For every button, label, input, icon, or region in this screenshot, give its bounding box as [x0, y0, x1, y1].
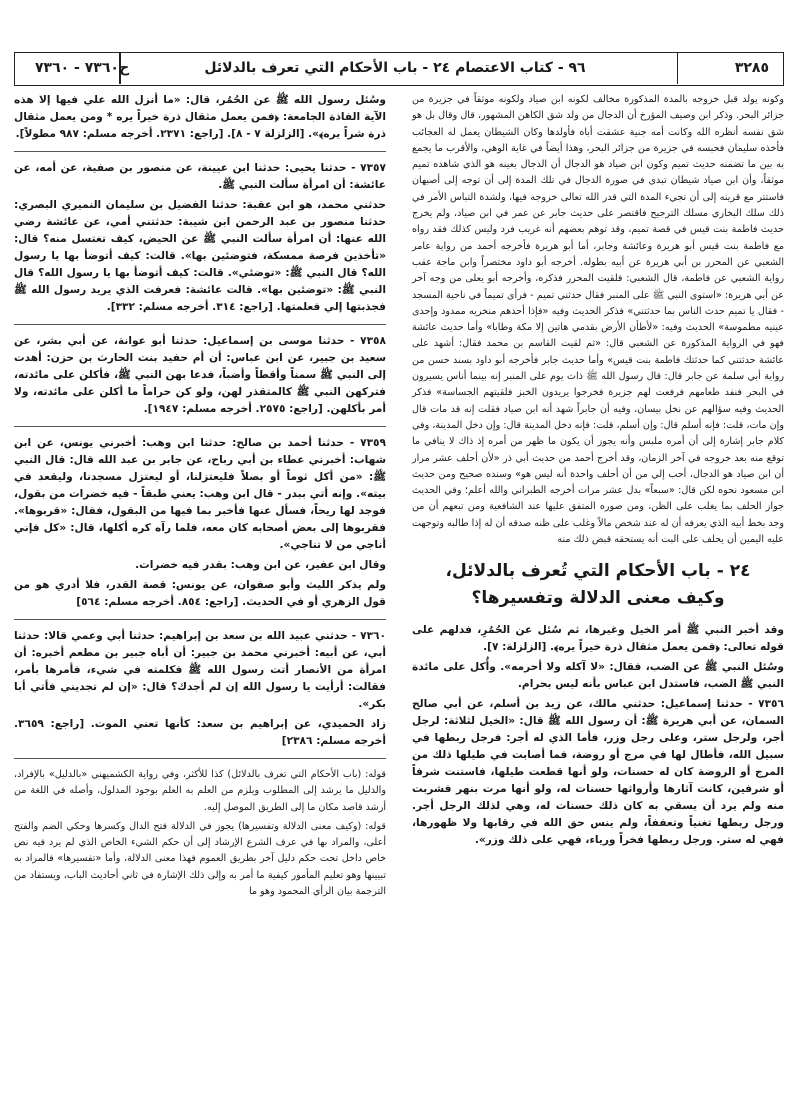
commentary-paragraph: قوله: (باب الأحكام التي تعرف بالدلائل) كذا للأكثر، وفي رواية الكشميهني «بالدليل» بالإفراد، والدليل ما يرشد إلى المطلوب ويلزم من العلم به العلم بوجود المدلول، وأصله في اللغة من أرشد قاصد مكان ما إلى الطريق الموصل إليه. — [14, 769, 386, 813]
hadith-7356: ٧٣٥٦ - حدثنا إسماعيل: حدثني مالك، عن زيد بن أسلم، عن أبي صالح السمان، عن أبي هريرة ﷺ: أن رسول الله ﷺ قال: «الخيل لثلاثة: لرجل أجر، ولرجل ستر، وعلى رجل وزر، فأما الذي له أجر: فرجل ربطها في سبيل الله، فأطال لها في مرج أو روضة، فما أصابت في طيلها ذلك من المرج أو الروضة كان له حسنات، ولو أنها قطعت طيلها، فاستنت شرفاً أو شرفين، كانت آثارها وأرواثها حسنات له، ولو أنها مرت بنهر فشربت منه ولم يرد أن يسقي به كان ذلك حسنات له، وهي لذلك الرجل أجر. ورجل ربطها تغنياً وتعففاً، ولم ينس حق الله في رقابها ولا ظهورها، فهي له ستر. ورجل ربطها فخراً ورياء، فهي على ذلك وزر». — [412, 698, 784, 847]
page-number: ٣٢٨٥ — [734, 60, 769, 76]
page — [14, 52, 784, 1112]
divider — [14, 758, 386, 759]
hadith-7357-second-chain: حدثني محمد، هو ابن عقبة: حدثنا الفضيل بن سليمان النميري البصري: حدثنا منصور بن عبد الرحمن ابن شيبة: حدثتني أمي، عن عائشة رضي الله عنها: أن امرأة سألت النبي ﷺ عن الحيض، كيف تغتسل منه؟ قال: «تأخذين فرصة ممسكة، فتوضئين بها». قالت: كيف أتوضأ بها يا رسول الله؟ قال النبي ﷺ: «توضئي». قالت: كيف أتوضأ بها يا رسول الله؟ قال النبي ﷺ: «توضئين بها». قالت عائشة: فعرفت الذي يريد رسول الله ﷺ فجذبتها إلي فعلمتها. [راجع: ٣١٤. أخرجه مسلم: ٣٣٢]. — [14, 199, 386, 313]
hadith-7359: ٧٣٥٩ - حدثنا أحمد بن صالح: حدثنا ابن وهب: أخبرني يونس، عن ابن شهاب: أخبرني عطاء بن أبي رباح، عن جابر بن عبد الله قال: قال النبي ﷺ: «من أكل ثوماً أو بصلاً فليعتزلنا، أو ليعتزل مسجدنا، وليقعد في بيته». وإنه أتي ببدر - قال ابن وهب: يعني طبقاً - فيه خضرات من بقول، فوجد لها ريحاً، فسأل عنها فأخبر بما فيها من البقول، فقال: «قربوها». فقربوها إلى بعض أصحابه كان معه، فلما رآه كره أكلها، قال: «كل فإني أناجي من لا تناجي». — [14, 437, 386, 551]
hadith-7358: ٧٣٥٨ - حدثنا موسى بن إسماعيل: حدثنا أبو عوانة، عن أبي بشر، عن سعيد بن جبير، عن ابن عباس: أن أم حفيد بنت الحارث بن حزن: أهدت إلى النبي ﷺ سمناً وأقطاً وأضباً، فدعا بهن النبي ﷺ، فأكلن على مائدته، فتركهن النبي ﷺ كالمتقذر لهن، ولو كن حراماً ما أكلن على مائدته، ولا أمر بأكلهن. [راجع: ٢٥٧٥. أخرجه مسلم: ١٩٤٧]. — [14, 335, 386, 415]
chapter-intro: وسُئل النبي ﷺ عن الضب، فقال: «لا آكله ولا أحرمه». وأُكل على مائدة النبي ﷺ الضب، فاستدل ابن عباس بأنه ليس بحرام. — [412, 661, 784, 691]
page-header — [14, 52, 784, 86]
divider — [14, 151, 386, 152]
header-divider-right — [677, 53, 679, 84]
left-column — [14, 92, 386, 903]
divider — [14, 426, 386, 427]
hadith-7360: ٧٣٦٠ - حدثني عبيد الله بن سعد بن إبراهيم: حدثنا أبي وعمي قالا: حدثنا أبي، عن أبيه: أخبرني محمد بن جبير: أن أباه جبير بن مطعم أخبره: أن امرأة من الأنصار أتت رسول الله ﷺ فكلمته في شيء، فأمرها بأمر، فقالت: أرأيت يا رسول الله إن لم أجدك؟ قال: «إن لم تجديني فأتي أبا بكر». — [14, 630, 386, 710]
divider — [14, 619, 386, 620]
chapter-title — [412, 558, 784, 612]
hadith-7357: ٧٣٥٧ - حدثنا يحيى: حدثنا ابن عيينة، عن منصور بن صفية، عن أمه، عن عائشة: أن امرأة سألت النبي ﷺ. — [14, 162, 386, 191]
running-title: ٩٦ - كتاب الاعتصام ٢٤ - باب الأحكام التي تعرف بالدلائل — [204, 60, 586, 76]
hadith-range: ح٧٣٦٠ - ٧٣٦٠ — [35, 60, 130, 76]
hadith-7360-note: زاد الحميدي، عن إبراهيم بن سعد: كأنها تعني الموت. [راجع: ٣٦٥٩. أخرجه مسلم: ٢٣٨٦] — [14, 718, 386, 747]
hadith-7359-note: ولم يذكر الليث وأبو صفوان، عن يونس: قصة القدر، فلا أدري هو من قول الزهري أو في الحديث. [راجع: ٨٥٤. أخرجه مسلم: ٥٦٤] — [14, 579, 386, 608]
divider — [14, 324, 386, 325]
chapter-title-line: وكيف معنى الدلالة وتفسيرها؟ — [471, 588, 725, 609]
right-column — [412, 92, 784, 852]
commentary-paragraph: قوله: (وكيف معنى الدلالة وتفسيرها) يجوز في الدلالة فتح الدال وكسرها وحكي الضم والفتح أعلى، والمراد بها في عرف الشرع الإرشاد إلى أن حكم الشيء الخاص الذي لم يرد فيه نص خاص داخل تحت حكم دليل آخر بطريق العموم فهذا معنى الدلالة، وأما «تفسيرها» فالمراد به تبيينها وهو تعليم المأمور كيفية ما أمر به وإلى ذلك الإشارة في ثاني أحاديث الباب، ويستفاد من الترجمة بيان الرأي المحمود وهو ما — [14, 820, 386, 898]
chapter-intro: وقد أخبر النبي ﷺ أمر الخيل وغيرها، ثم سُئل عن الحُمُرِ، فدلهم على قوله تعالى: ﴿فمن يعمل مثقال ذرة خيراً يره﴾. [الزلزلة: ٧]. — [412, 624, 784, 654]
hadith-7359-note: وقال ابن عفير، عن ابن وهب: بقدر فيه خضرات. — [135, 559, 386, 571]
chapter-title-line: ٢٤ - باب الأحكام التي تُعرف بالدلائل، — [445, 561, 751, 582]
hadith-7356-continued: وسُئل رسول الله ﷺ عن الحُمُر، قال: «ما أنزل الله علي فيها إلا هذه الآية الفاذة الجامعة: ﴿فمن يعمل مثقال ذرة خيراً يره * ومن يعمل مثقال ذرة شراً يره﴾». [الزلزلة ٧ - ٨]. [راجع: ٢٣٧١. أخرجه مسلم: ٩٨٧ مطولاً]. — [14, 94, 386, 140]
commentary-paragraph: وكونه يولد قبل خروجه بالمدة المذكورة مخالف لكونه ابن صياد ولكونه موثقاً في جزيرة من جزائر البحر. وذكر ابن وصيف المؤرخ أن الدجال من ولد شق الكاهن المشهور، قال وقال بل هو شق نفسه أنظره الله وكانت أمه جنية عشقت أباه فأولدها وكان الشيطان يعمل له العجائب فأخذه سليمان فحبسه في جزيرة من جزائر البحر، وهذا أيضاً في غاية الوهي، والأقرب ما يجمع به بين ما تضمنه حديث تميم وكون ابن صياد هو الدجال أن الدجال بعينه هو الذي شاهده تميم موثقاً، وأن ابن صياد شيطان تبدى في صورة الدجال في تلك المدة إلى أن توجه إلى أصبهان فاستتر مع قرينه إلى أن تجيء المدة التي قدر الله تعالى خروجه فيها، ولشدة التباس الأمر في ذلك سلك البخاري مسلك الترجيح فاقتصر على حديث جابر عن عمر في ابن صياد، ولم يخرج حديث فاطمة بنت قيس في قصة تميم، وقد توهم بعضهم أنه غريب فرد وليس كذلك فقد رواه مع فاطمة بنت قيس أبو هريرة وعائشة وجابر، أما أبو هريرة فأخرجه أحمد من رواية عامر الشعبي عن المحرر بن أبي هريرة عن أبيه بطوله. أخرجه أبو داود مختصراً وابن ماجة عقب رواية الشعبي عن فاطمة، قال الشعبي: فلقيت المحرر فذكره، وأخرجه أبو يعلى من وجه آخر عن أبي هريرة: «استوى النبي ﷺ على المنبر فقال حدثني تميم - فرأى تميماً في ناحية المسجد - فقال يا تميم حدث الناس بما حدثتني» فذكر الحديث وفيه «فإذا أحدهم منخريه ممدود وإحدى عينيه مطموسة» الحديث وفيه: «لأطأن الأرض بقدمي هاتين إلا مكة وطابا» وأما حديث عائشة فهو في الرواية المذكورة عن الشعبي قال: «ثم لقيت القاسم بن محمد فقال: أشهد على عائشة حدثتني كما حدثتك فاطمة بنت قيس» وأما حديث جابر فأخرجه أبو داود بسند حسن من رواية أبي سلمة عن جابر قال: قال رسول الله ﷺ ذات يوم على المنبر إنه بينما أناس يسيرون في البحر فنفد طعامهم فرفعت لهم جزيرة فخرجوا يريدون الخبز فلقيتهم الجساسة» فذكر الحديث وفيه سؤالهم عن نخل بيسان، وفيه أن جابراً شهد أنه ابن صياد فقلت إنه قد مات قال وإن مات، قلت: فإنه أسلم قال: وإن أسلم، قلت: فإنه دخل المدينة قال: وإن دخل المدينة، وفي كلام جابر إشارة إلى أن أمره ملبس وأنه يجوز أن يكون ما ظهر من أمره إذ ذاك لا ينافي ما توقع منه بعد خروجه في آخر الزمان، وقد أخرج أحمد من حديث أبي ذر «لأن أحلف عشر مرار أن ابن صياد هو الدجال، أحب إلي من أن أحلف واحدة أنه ليس هو» وسنده صحيح ومن حديث ابن مسعود نحوه لكن قال: «سبعاً» بدل عشر مرات أخرجه الطبراني والله أعلم؛ وفي الحديث جواز الحلف بما يغلب على الظن، ومن صوره المتفق عليها عند الشافعية ومن تبعهم أن من وجد بخط أبيه الذي يعرفه أن له عند شخص مالاً وغلب على ظنه صدقه أن له إذا طالبه وتوجهت عليه اليمين أن يحلف على البت أنه يستحقه قبض ذلك منه — [412, 94, 784, 546]
